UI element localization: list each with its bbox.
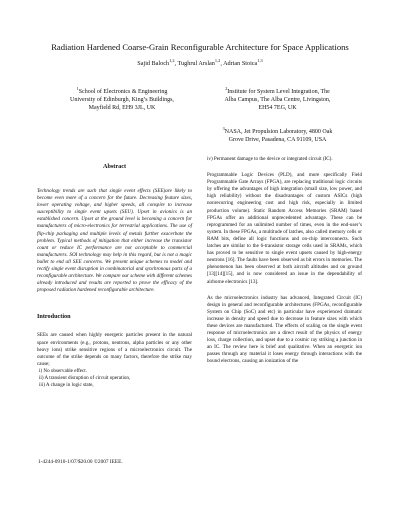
author-affiliation-mark: 1,2 [169, 57, 175, 63]
list-item: iv) Permanent damage to the device or integrated circuit (IC). [207, 156, 333, 162]
abstract-text: Technology trends are such that single event effects (SEE)are likely to become even more of a concern for the future. Decreasing feature sizes, lower operating voltage, and higher speeds, all conspire to increase susceptibility to single event upsets (SEU). Upset in avionics is an established concern. Upset at the ground level is becoming a concern for manufacturers of micro-electronics for terrestrial applications. The use of flip-chip packaging and multiple levels of metals further exacerbate the problem. Typical methods of mitigation that either increase the transistor count or reduce IC performance are not acceptable to commercial manufacturers. SOI technology may help in this regard, but is not a magic bullet to end all SEE concerns. We present unique schemes to model and rectify single event disruption in combinatorial and synchronous parts of a reconfigurable architecture. We compare our scheme with different schemes already introduced and results are reported to prove the efficacy of the proposed radiation hardened reconfigurable architecture. [37, 188, 192, 294]
affiliation-line: $^1$School of Electronics & Engineering [76, 86, 168, 95]
author-name: Sajid Baloch [137, 60, 170, 67]
introduction-heading: Introduction [37, 313, 71, 321]
affiliation-line: Alba Campus, The Alba Centre, Livingston, [224, 97, 331, 103]
affiliation-mark: 1 [76, 86, 79, 91]
right-column [207, 156, 362, 366]
affiliation-mark: 3 [222, 126, 225, 131]
paper-title: Radiation Hardened Coarse-Grain Reconfigurable Architecture for Space Applications [51, 42, 349, 52]
copyright-footer: 1-4244-0910-1/07/$20.00 ©2007 IEEE. [38, 459, 123, 465]
affiliation-line: Grove Drive, Pasadena, CA 91109, USA [228, 137, 327, 143]
author-affiliation-mark: 1,2 [214, 57, 221, 63]
body-paragraph: As the microelectronics industry has advanced, Integrated Circuit (IC) design in general and reconfigurable architectures (FPGAs, reconfigurable System on Chip (SoC) and etc) in particular have experienced dramatic increase in density and speed due to decrease in feature sizes with which these devices are manufactured. The effects of scaling on the single event response of microelectronics are a direct result of the physics of energy loss, charge collection, and upset due to a cosmic ray striking a junction in an IC. The review here is brief and qualitative. When an energetic ion passes through any material it loses energy through interactions with the bound electrons, causing an ionization of the [207, 294, 362, 365]
affiliation-line: University of Edinburgh, King’s Buildings, [70, 97, 174, 103]
affiliation-line: $^3$NASA, Jet Propulsion Laboratory, 4800 Oak [222, 126, 333, 135]
body-paragraph: Programmable Logic Devices (PLD), and more specifically Field Programmable Gate Arrays (FPGA), are replacing traditional logic circuits by offering the advantages of high integration (small size, low power, and high reliability) without the disadvantages of custom ASICs (high nonrecurring engineering cost and high risk, especially in limited production volume). Static Random Access Memories (SRAM) based FPGAs offer an additional unprecedented advantage. These can be reprogrammed for an unlimited number of times, even in the end-user’s system. In these FPGAs, a multitude of latches, also called memory cells or RAM bits, define all logic functions and on-chip interconnects. Such latches are similar to the 6-transistor storage cells used in SRAMs, which has proved to be sensitive to single event upsets caused by high-energy neutrons [16]. The faults have been observed as bit errors in memories. The phenomenon has been observed at both aircraft altitudes and on ground [13][14][15], and is now considered an issue in the dependability of airborne electronics [13]. [207, 172, 362, 285]
author-separator: , [220, 60, 224, 67]
author-list [20, 57, 380, 68]
introduction-paragraph: SEEs are caused when highly energetic particles present in the natural space environments (e.g., protons, neutrons, alpha particles or any other heavy ions) strike sensitive regions of a microelectronics circuit. The outcome of the strike depends on many factors, therefore the strike may cause; [37, 332, 192, 367]
affiliation-nasa-jpl [200, 128, 355, 144]
affiliation-isli [200, 88, 355, 112]
author-name: Tughrul Arslan [177, 60, 215, 67]
list-item: i) No observable effect. [39, 367, 87, 374]
left-column [37, 163, 192, 389]
affiliation-line: $^2$Institute for System Level Integration, The [225, 86, 330, 95]
list-item: iii) A change in logic state, [39, 382, 94, 389]
author-name: Adrian Stoica [223, 60, 258, 67]
author-affiliation-mark: 1,3 [257, 57, 263, 63]
affiliation-line: EH54 7EG, UK [258, 105, 297, 111]
abstract-heading: Abstract [102, 163, 127, 170]
author-separator: , [174, 60, 178, 67]
affiliation-edinburgh [52, 88, 192, 112]
affiliation-mark: 2 [225, 86, 228, 91]
list-item: ii) A transient disruption of circuit operation, [39, 374, 131, 381]
affiliation-line: Mayfield Rd, EH9 3JL, UK [88, 105, 156, 111]
